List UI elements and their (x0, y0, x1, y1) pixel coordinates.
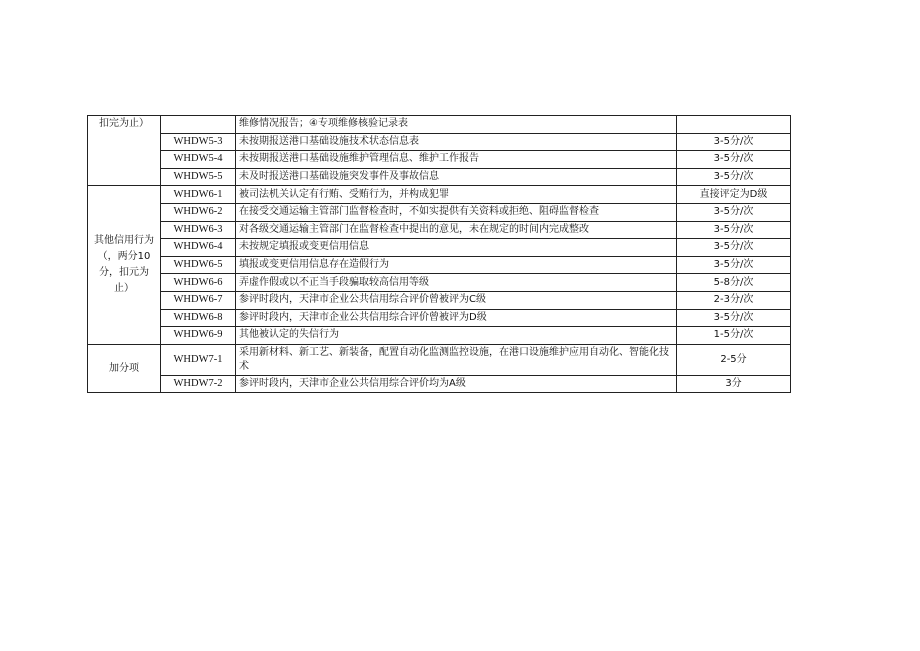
category-label: 其他信用行为（，两分10分，扣元为止） (94, 235, 154, 295)
item-description: 维修情况报告；④专项维修核验记录表 (236, 116, 677, 134)
item-code: WHDW6-2 (161, 203, 236, 221)
item-description: 未按期报送港口基础设施维护管理信息、维护工作报告 (236, 151, 677, 169)
item-description: 被司法机关认定有行贿、受贿行为，并构成犯罪 (236, 186, 677, 204)
item-score: 3-5分/次 (677, 203, 791, 221)
table-row (88, 116, 791, 134)
item-score: 3分 (677, 375, 791, 393)
table-row (88, 327, 791, 345)
table-row (88, 239, 791, 257)
item-score: 3-5分/次 (677, 168, 791, 186)
item-score: 3-5分/次 (677, 151, 791, 169)
table-row (88, 151, 791, 169)
table-row (88, 344, 791, 375)
item-score: 3-5分/次 (677, 309, 791, 327)
table-row (88, 221, 791, 239)
item-code: WHDW6-5 (161, 256, 236, 274)
item-code (161, 116, 236, 134)
category-label: 扣完为止） (99, 118, 149, 129)
item-description: 未及时报送港口基础设施突发事件及事故信息 (236, 168, 677, 186)
item-score: 3-5分/次 (677, 221, 791, 239)
item-code: WHDW6-7 (161, 291, 236, 309)
item-description: 未按期报送港口基础设施技术状态信息表 (236, 133, 677, 151)
table-row (88, 186, 791, 204)
item-code: WHDW7-1 (161, 344, 236, 375)
item-code: WHDW5-5 (161, 168, 236, 186)
item-score: 5-8分/次 (677, 274, 791, 292)
item-description: 填报或变更信用信息存在造假行为 (236, 256, 677, 274)
item-score: 直接评定为D级 (677, 186, 791, 204)
table-row (88, 133, 791, 151)
category-cell-other-credit (88, 186, 161, 344)
table-row (88, 203, 791, 221)
item-description: 参评时段内，天津市企业公共信用综合评价曾被评为D级 (236, 309, 677, 327)
item-description: 对各级交通运输主管部门在监督检查中提出的意见，未在规定的时间内完成整改 (236, 221, 677, 239)
item-score (677, 116, 791, 134)
item-code: WHDW6-1 (161, 186, 236, 204)
table-row (88, 168, 791, 186)
credit-evaluation-table (87, 115, 791, 393)
item-description: 弄虚作假或以不正当手段骗取较高信用等级 (236, 274, 677, 292)
item-score: 3-5分/次 (677, 133, 791, 151)
category-cell-prev (88, 116, 161, 186)
category-label: 加分项 (109, 362, 139, 374)
item-description: 其他被认定的失信行为 (236, 327, 677, 345)
item-code: WHDW5-3 (161, 133, 236, 151)
item-description: 未按规定填报或变更信用信息 (236, 239, 677, 257)
item-description: 参评时段内，天津市企业公共信用综合评价曾被评为C级 (236, 291, 677, 309)
item-score: 3-5分/次 (677, 239, 791, 257)
item-description: 在接受交通运输主管部门监督检查时，不如实提供有关资料或拒绝、阻碍监督检查 (236, 203, 677, 221)
item-code: WHDW6-6 (161, 274, 236, 292)
item-score: 2-3分/次 (677, 291, 791, 309)
item-description: 采用新材料、新工艺、新装备，配置自动化监测监控设施，在港口设施维护应用自动化、智能化技术 (236, 344, 677, 375)
item-score: 2-5分 (677, 344, 791, 375)
table-row (88, 309, 791, 327)
table-row (88, 375, 791, 393)
table-row (88, 274, 791, 292)
item-code: WHDW6-9 (161, 327, 236, 345)
item-code: WHDW6-8 (161, 309, 236, 327)
item-description: 参评时段内，天津市企业公共信用综合评价均为A级 (236, 375, 677, 393)
category-cell-bonus (88, 344, 161, 393)
item-code: WHDW7-2 (161, 375, 236, 393)
item-code: WHDW6-3 (161, 221, 236, 239)
item-score: 1-5分/次 (677, 327, 791, 345)
item-code: WHDW6-4 (161, 239, 236, 257)
table-row (88, 256, 791, 274)
item-score: 3-5分/次 (677, 256, 791, 274)
table-row (88, 291, 791, 309)
item-code: WHDW5-4 (161, 151, 236, 169)
